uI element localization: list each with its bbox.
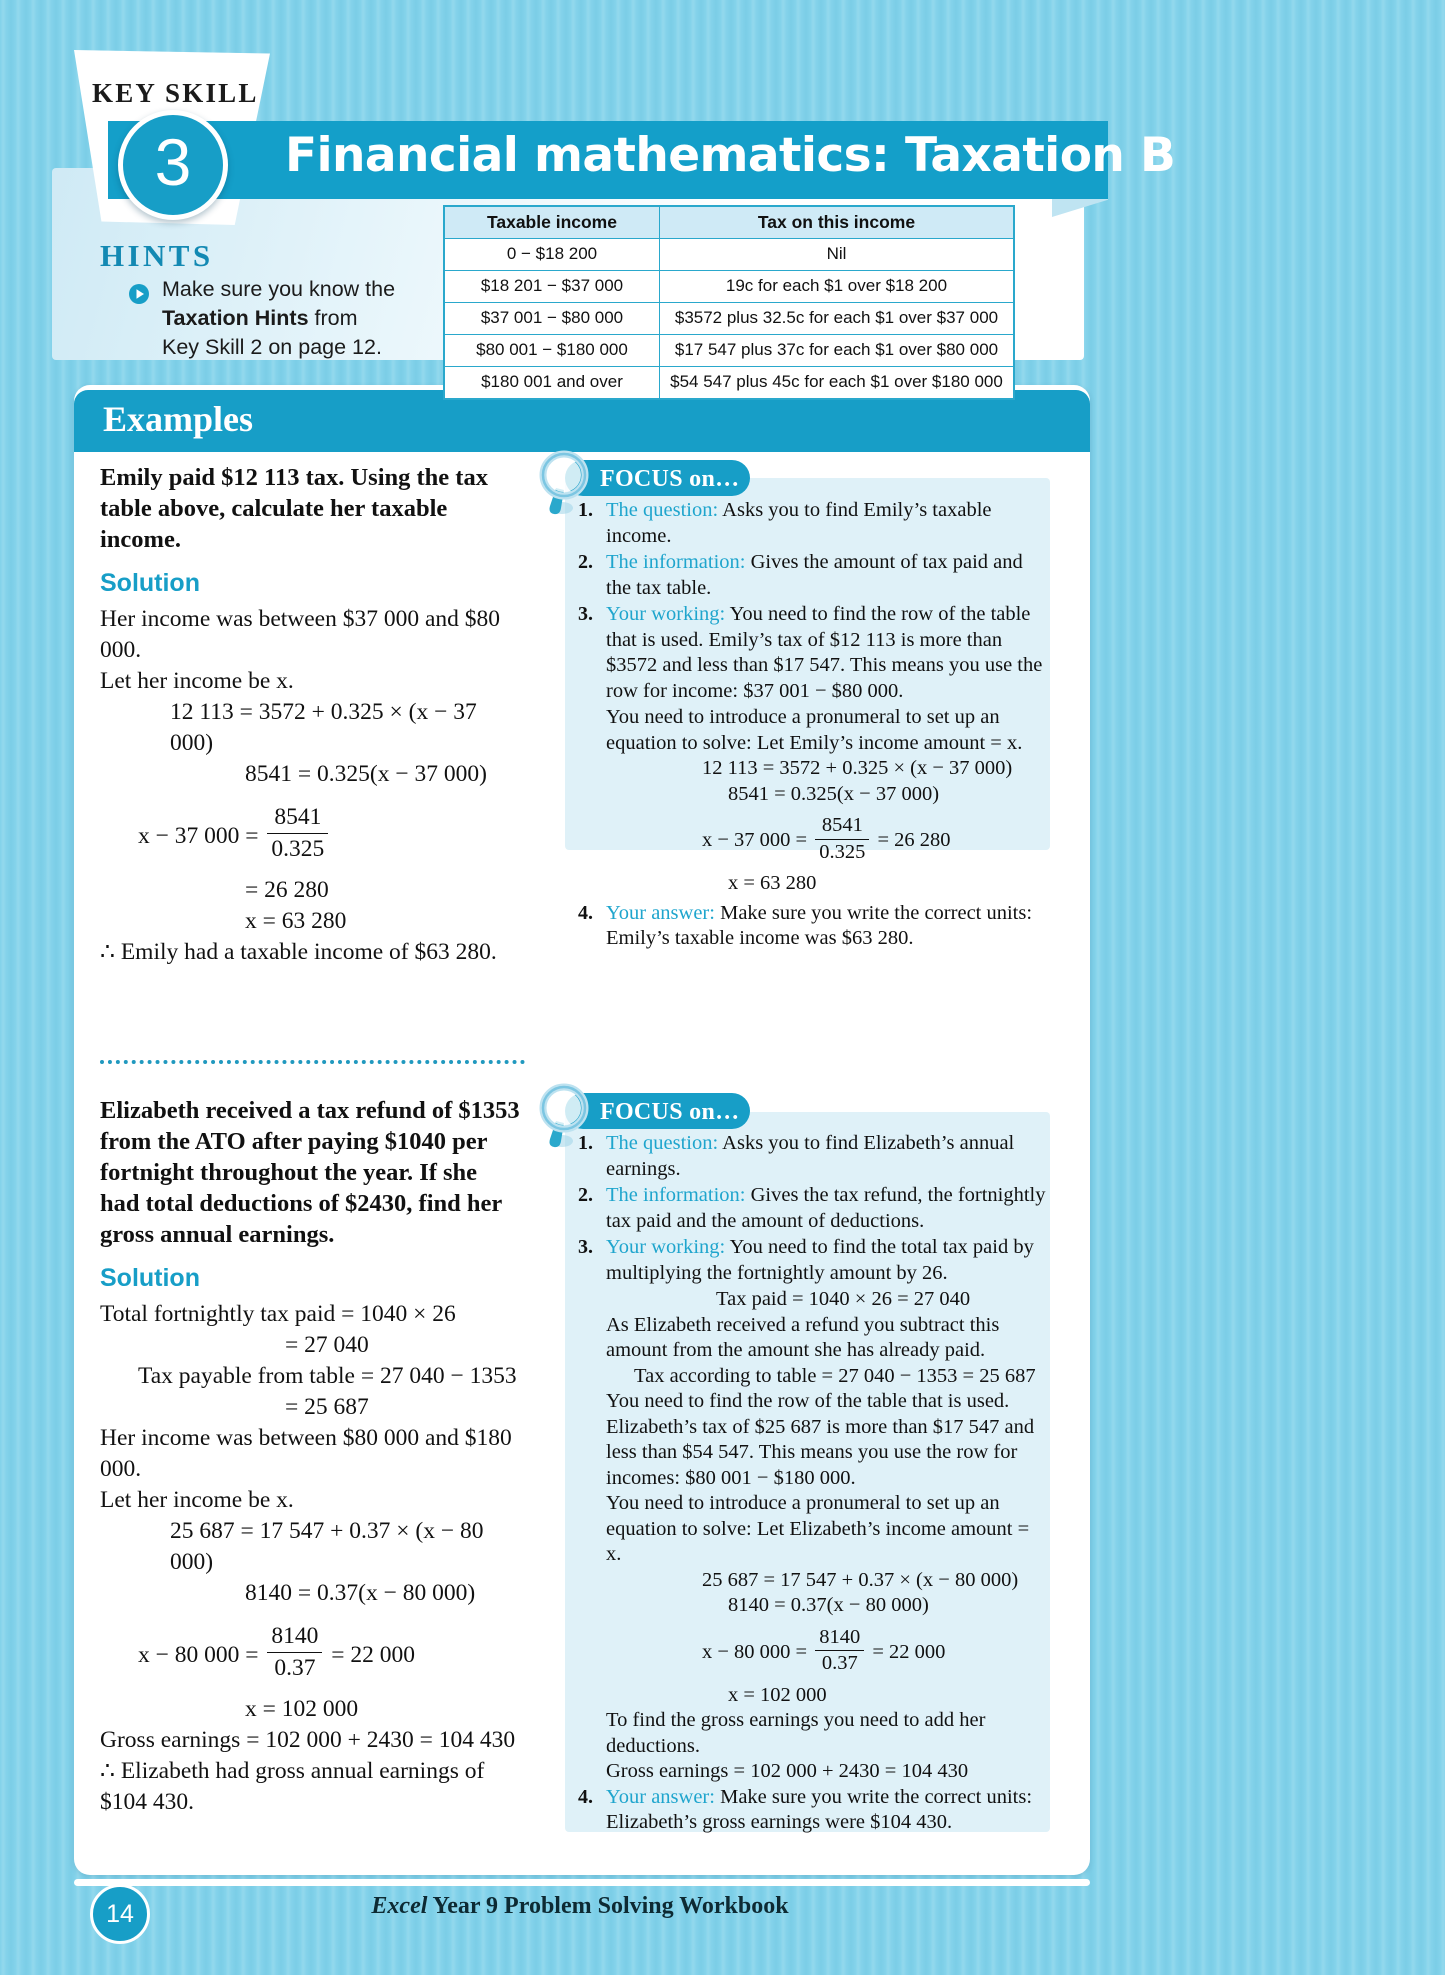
focus-item-label: The information: (606, 551, 746, 573)
example-2-question: Elizabeth received a tax refund of $1353 from the ATO after paying $1040 per fortnight throughout the year. If she had total deductions of $2430, find her gross annual earnings. (100, 1097, 520, 1248)
focus-working-line: x − 37 000 = (702, 829, 808, 852)
focus-item-text: You need to find the total tax paid by multiplying the fortnightly amount by 26. (606, 1236, 1034, 1284)
focus-item-label: Your answer: (606, 901, 715, 924)
focus-item-body (606, 1785, 1046, 1836)
example-1-line-7: = 26 280 (245, 877, 329, 903)
focus-item-text: Gives the tax refund, the fortnightly tax paid and the amount of deductions. (606, 1184, 1046, 1232)
focus-item-number: 3. (578, 1236, 593, 1258)
footer-title-rest: Year 9 Problem Solving Workbook (427, 1893, 789, 1919)
example-2-line-7: 8140 = 0.37(x − 80 000) (245, 1580, 476, 1606)
focus-item-number: 2. (578, 551, 593, 573)
focus-item (578, 1235, 1046, 1286)
focus-item-number: 3. (578, 603, 593, 625)
focus-item-number: 4. (578, 901, 593, 924)
example-2-line-3: = 25 687 (285, 1394, 369, 1420)
example-2-conclusion: ∴ Elizabeth had gross annual earnings of $104 430. (100, 1758, 485, 1815)
cell-income-range: $18 201 − $37 000 (444, 271, 659, 303)
focus-working-line: You need to introduce a pronumeral to set up an equation to solve: Let Elizabeth’s income amount = x. (606, 1492, 1030, 1565)
focus-item (578, 1183, 1046, 1234)
cell-tax-amount: 19c for each $1 over $18 200 (659, 271, 1014, 303)
table-header-tax-on-income: Tax on this income (659, 206, 1014, 239)
focus-item-number: 1. (578, 1132, 593, 1154)
hints-line-2-bold: Taxation Hints (162, 306, 309, 330)
focus-item-number: 4. (578, 1785, 593, 1808)
focus-item-text: Make sure you write the correct units: Elizabeth’s gross earnings were $104 430. (606, 1785, 1033, 1833)
example-2-line-4: Her income was between $80 000 and $180 000. (100, 1425, 512, 1482)
hints-text (162, 275, 422, 362)
focus-working-line: Tax paid = 1040 × 26 = 27 040 (716, 1288, 971, 1310)
example-2-line-5: Let her income be x. (100, 1487, 294, 1513)
magnifier-icon (528, 1083, 598, 1161)
example-2-left-column (100, 1095, 520, 1818)
hints-heading: HINTS (100, 238, 214, 273)
focus-fraction-numerator: 8541 (821, 814, 863, 836)
focus-working-line: = 22 000 (872, 1640, 946, 1663)
focus-working-extra-2 (578, 1287, 1046, 1785)
table-row (444, 367, 1014, 400)
example-1-fraction-denominator: 0.325 (267, 833, 328, 865)
focus-working-extra-1 (578, 705, 1046, 897)
tax-rates-table (443, 205, 1015, 400)
focus-item-label: The question: (606, 1132, 719, 1154)
cell-income-range: 0 − $18 200 (444, 239, 659, 271)
table-row (444, 239, 1014, 271)
focus-item-body (606, 550, 1046, 601)
hints-line-1: Make sure you know the (162, 277, 396, 301)
hints-line-2-rest: from (308, 306, 358, 330)
focus-working-line: 12 113 = 3572 + 0.325 × (x − 37 000) (702, 757, 1013, 779)
cell-income-range: $180 001 and over (444, 367, 659, 400)
example-1-line-0: Her income was between $37 000 and $80 000. (100, 606, 501, 663)
focus-item-body (606, 901, 1046, 952)
example-2-line-1: = 27 040 (285, 1332, 369, 1358)
example-1-fraction-line (100, 802, 520, 865)
focus-item (578, 901, 1046, 952)
key-skill-label: KEY SKILL (92, 78, 259, 108)
focus-working-line: You need to introduce a pronumeral to set up an equation to solve: Let Emily’s income amount = x. (606, 706, 1023, 754)
example-2-fraction-denominator: 0.37 (267, 1652, 322, 1684)
focus-item-text: Asks you to find Emily’s taxable income. (606, 499, 992, 547)
focus-item-label: Your answer: (606, 1785, 715, 1808)
table-row (444, 335, 1014, 367)
table-row (444, 271, 1014, 303)
skill-number-badge (118, 110, 228, 220)
example-1-left-column (100, 462, 520, 968)
focus-fraction-denominator: 0.325 (815, 839, 869, 866)
focus-item (578, 1785, 1046, 1836)
focus-list-2 (578, 1131, 1046, 1837)
focus-fraction (815, 813, 869, 865)
focus-fraction-line (606, 1625, 1046, 1677)
focus-working-line: x = 63 280 (728, 872, 817, 894)
example-1-line-8: x = 63 280 (245, 908, 347, 934)
example-1-solution-heading: Solution (100, 569, 200, 597)
focus-working-line: 25 687 = 17 547 + 0.37 × (x − 80 000) (702, 1568, 1019, 1591)
table-header-row (444, 206, 1014, 239)
example-separator (100, 1060, 525, 1064)
magnifier-icon (528, 450, 598, 528)
focus-working-line: As Elizabeth received a refund you subtract this amount from the amount she has already paid. (606, 1313, 1000, 1361)
focus-item-body (606, 1183, 1046, 1234)
example-2-line-8: x − 80 000 = (138, 1642, 259, 1669)
focus-fraction-denominator: 0.37 (815, 1650, 864, 1677)
example-1-line-2: 12 113 = 3572 + 0.325 × (x − 37 000) (170, 699, 477, 756)
focus-item (578, 498, 1046, 549)
example-1-line-3: 8541 = 0.325(x − 37 000) (245, 761, 487, 787)
footer-title-italic: Excel (371, 1893, 428, 1919)
example-2-line-0: Total fortnightly tax paid = 1040 × 26 (100, 1301, 456, 1327)
focus-item-label: The information: (606, 1184, 746, 1206)
example-1-line-4: x − 37 000 = (138, 823, 259, 850)
example-2-fraction-numerator: 8140 (271, 1623, 319, 1649)
example-2-line-13: Gross earnings = 102 000 + 2430 = 104 430 (100, 1727, 516, 1753)
focus-item-body (606, 1131, 1046, 1182)
page-number-text: 14 (106, 1899, 134, 1928)
example-2-solution-heading: Solution (100, 1264, 200, 1292)
example-2-line-2: Tax payable from table = 27 040 − 1353 (138, 1363, 517, 1389)
focus-working-line: You need to find the row of the table that is used. Elizabeth’s tax of $25 687 is more than $17 547 and less than $54 547. This means you use the row for incomes: $80 001 − $180 000. (606, 1390, 1035, 1489)
focus-working-line: 8140 = 0.37(x − 80 000) (728, 1594, 929, 1616)
focus-item-text: You need to find the row of the table that is used. Emily’s tax of $12 113 is more than $3572 and less than $17 547. This means you use the row for income: $37 001 − $80 000. (606, 603, 1043, 702)
example-1-line-1: Let her income be x. (100, 668, 294, 694)
cell-tax-amount: $54 547 plus 45c for each $1 over $180 000 (659, 367, 1014, 400)
focus-tab-label-1: FOCUS on… (600, 466, 740, 492)
cell-tax-amount: $3572 plus 32.5c for each $1 over $37 000 (659, 303, 1014, 335)
example-2-line-11: = 22 000 (331, 1642, 416, 1669)
focus-item-label: Your working: (606, 603, 726, 625)
page-title: Financial mathematics: Taxation B (285, 128, 1176, 183)
focus-fraction (815, 1625, 864, 1677)
focus-item-number: 1. (578, 499, 593, 521)
example-1-conclusion: ∴ Emily had a taxable income of $63 280. (100, 939, 497, 965)
hints-line-3: Key Skill 2 on page 12. (162, 335, 382, 359)
footer-title (0, 1893, 1160, 1920)
example-2-fraction (267, 1621, 322, 1684)
focus-working-line: x = 102 000 (728, 1683, 827, 1706)
focus-working-line: To find the gross earnings you need to add her deductions. (606, 1709, 986, 1757)
cell-income-range: $37 001 − $80 000 (444, 303, 659, 335)
focus-item (578, 1131, 1046, 1182)
focus-working-line: x − 80 000 = (702, 1640, 808, 1663)
focus-working-line: Gross earnings = 102 000 + 2430 = 104 430 (606, 1760, 969, 1782)
example-1-fraction (267, 802, 328, 865)
focus-item-label: The question: (606, 499, 719, 521)
example-2-line-6: 25 687 = 17 547 + 0.37 × (x − 80 000) (170, 1518, 484, 1575)
example-1-fraction-numerator: 8541 (274, 804, 322, 830)
table-row (444, 303, 1014, 335)
focus-list-1 (578, 498, 1046, 953)
table-header-taxable-income: Taxable income (444, 206, 659, 239)
focus-item-body (606, 498, 1046, 549)
cell-tax-amount: Nil (659, 239, 1014, 271)
example-2-line-12: x = 102 000 (245, 1696, 359, 1722)
focus-item (578, 550, 1046, 601)
play-triangle-icon (128, 283, 150, 305)
focus-working-line: 8541 = 0.325(x − 37 000) (728, 782, 940, 805)
focus-fraction-numerator: 8140 (819, 1625, 861, 1648)
focus-item (578, 602, 1046, 704)
focus-fraction-line (606, 813, 1046, 865)
focus-item-text: Gives the amount of tax paid and the tax table. (606, 551, 1023, 599)
cell-income-range: $80 001 − $180 000 (444, 335, 659, 367)
skill-number-text: 3 (154, 125, 192, 199)
focus-tab-label-2: FOCUS on… (600, 1099, 740, 1125)
cell-tax-amount: $17 547 plus 37c for each $1 over $80 000 (659, 335, 1014, 367)
example-1-question: Emily paid $12 113 tax. Using the tax table above, calculate her taxable income. (100, 464, 488, 553)
footer-rule (74, 1879, 1090, 1886)
examples-section-title: Examples (103, 399, 254, 439)
example-2-fraction-line (100, 1621, 520, 1684)
focus-item-label: Your working: (606, 1236, 726, 1258)
focus-item-body (606, 602, 1046, 704)
focus-item-body (606, 1235, 1046, 1286)
focus-item-text: Make sure you write the correct units: Emily’s taxable income was $63 280. (606, 901, 1033, 949)
focus-item-number: 2. (578, 1184, 593, 1206)
focus-item-text: Asks you to find Elizabeth’s annual earnings. (606, 1132, 1015, 1180)
focus-working-line: Tax according to table = 27 040 − 1353 = 25 687 (634, 1364, 1036, 1387)
focus-working-line: = 26 280 (877, 829, 951, 852)
